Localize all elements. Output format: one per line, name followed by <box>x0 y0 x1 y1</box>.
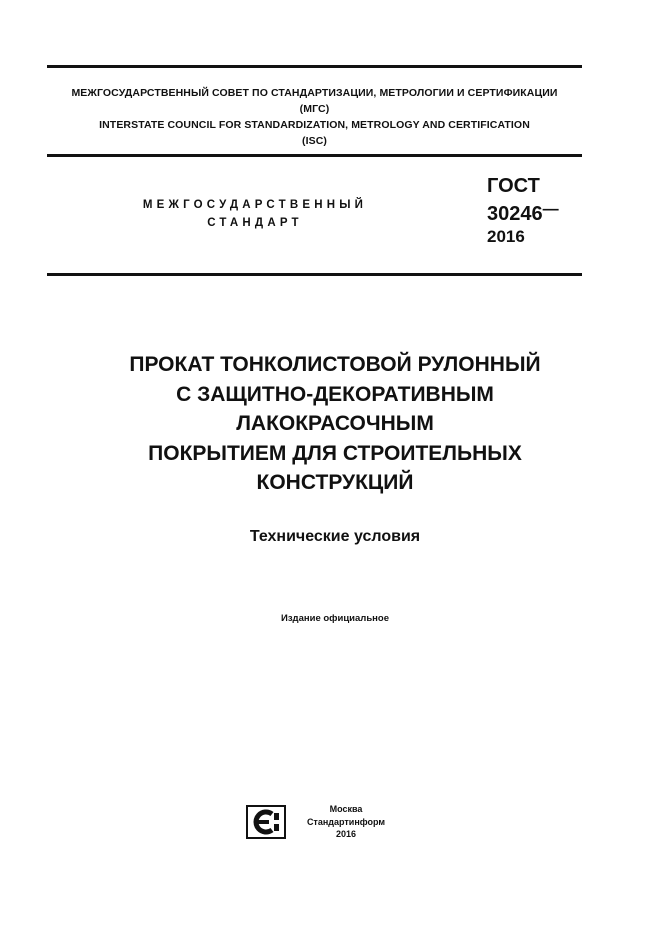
council-abbr-ru: (МГС) <box>299 103 330 115</box>
gost-year: 2016 <box>487 227 525 246</box>
council-name-ru: МЕЖГОСУДАРСТВЕННЫЙ СОВЕТ ПО СТАНДАРТИЗАЦИИ, МЕТРОЛОГИИ И СЕРТИФИКАЦИИ <box>71 87 558 99</box>
title-line: ПОКРЫТИЕМ ДЛЯ СТРОИТЕЛЬНЫХ <box>148 441 522 465</box>
gost-label: ГОСТ <box>487 175 540 197</box>
top-divider <box>47 65 582 68</box>
gost-designation <box>487 174 559 248</box>
council-abbr-en: (ISC) <box>302 135 327 147</box>
title-line: С ЗАЩИТНО-ДЕКОРАТИВНЫМ <box>176 382 494 406</box>
council-name-en: INTERSTATE COUNCIL FOR STANDARDIZATION, METROLOGY AND CERTIFICATION <box>99 119 530 131</box>
publisher-city: Москва <box>329 804 363 814</box>
edition-note: Издание официальное <box>281 613 389 624</box>
standartinform-logo-icon <box>246 805 286 839</box>
gost-dash: — <box>542 201 559 218</box>
gost-number: 30246 <box>487 203 543 225</box>
document-subtitle: Технические условия <box>249 528 421 545</box>
gost-number-line <box>487 198 559 226</box>
bottom-divider <box>47 273 582 276</box>
title-line: ПРОКАТ ТОНКОЛИСТОВОЙ РУЛОННЫЙ <box>129 353 541 376</box>
council-header <box>47 85 582 149</box>
standard-type-line2: СТАНДАРТ <box>207 217 303 229</box>
title-line: КОНСТРУКЦИЙ <box>256 471 414 494</box>
middle-divider <box>47 154 582 157</box>
publisher-year: 2016 <box>335 829 357 839</box>
title-line: ЛАКОКРАСОЧНЫМ <box>236 412 434 435</box>
publisher-name: Стандартинформ <box>306 816 386 827</box>
standard-type-line1: МЕЖГОСУДАРСТВЕННЫЙ <box>142 199 368 211</box>
standard-type <box>105 196 405 232</box>
document-title <box>40 350 630 498</box>
publisher-block <box>296 803 396 841</box>
